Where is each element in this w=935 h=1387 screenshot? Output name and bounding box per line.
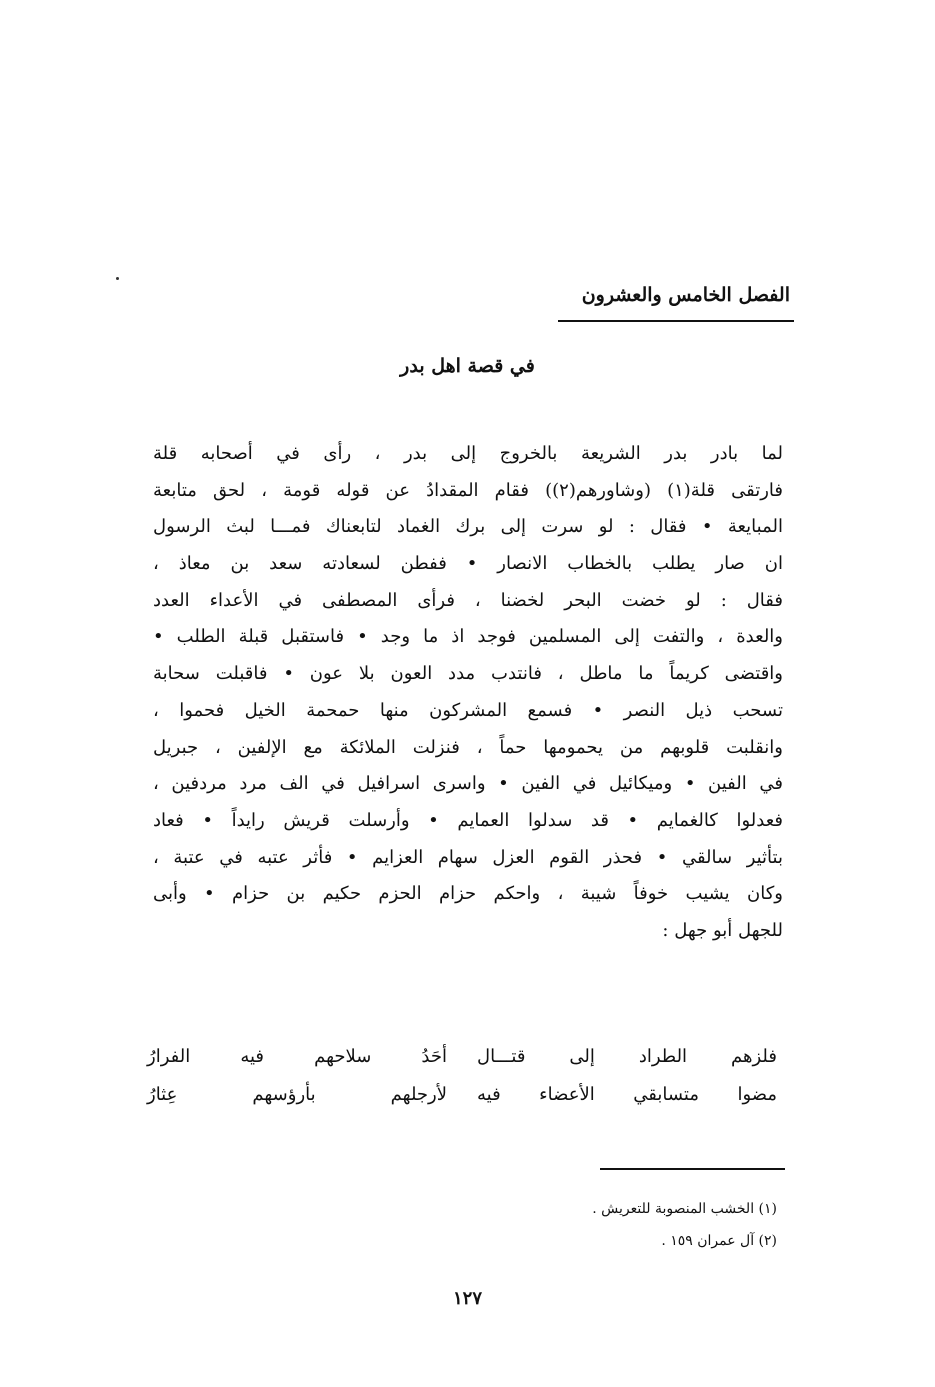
body-line: في الفين • وميكائيل في الفين • واسرى اسرافيل في الف مرد مردفين ، — [153, 773, 783, 795]
scan-speck — [116, 277, 119, 280]
body-line: واقتضى كريماً ما ماطل ، فانتدب مدد العون بلا عون • فاقبلت سحابة — [153, 663, 783, 685]
poem-verse — [147, 1076, 777, 1114]
body-line: وانقلبت قلوبهم من يحمومها حماً ، فنزلت الملائكة مع الإلفين ، جبريل — [153, 736, 783, 758]
verse-second-hemistich: لأرجلهم بأرؤسهم عِثارُ — [147, 1084, 447, 1105]
poem-verses — [147, 1038, 777, 1114]
section-title: في قصة اهل بدر — [400, 355, 535, 377]
poem-verse — [147, 1038, 777, 1076]
body-line: بتأثير سالقي • فحذر القوم العزل سهام العزايم • فأثر عتبه في عتبة ، — [153, 846, 783, 868]
body-line: وكان يشيب خوفاً شيبة ، واحكم حزام الحزم حكيم بن حزام • وأبى — [153, 883, 783, 905]
body-line: والعدة ، والتفت إلى المسلمين فوجد اذ ما وجد • فاستقبل قبلة الطلب • — [153, 626, 783, 648]
footnote-separator — [600, 1168, 785, 1170]
body-text — [153, 436, 783, 950]
verse-second-hemistich: أحَدُ سلاحهم فيه الفرارُ — [147, 1046, 447, 1067]
chapter-title: الفصل الخامس والعشرون — [581, 284, 790, 306]
body-line: ان صار يطلب بالخطاب الانصار • ففطن لسعادته سعد بن معاذ ، — [153, 553, 783, 575]
footnote: (٢) آل عمران ١٥٩ . — [661, 1233, 777, 1249]
body-line: فقال : لو خضت البحر لخضنا ، فرأى المصطفى في الأعداء العدد — [153, 589, 783, 611]
body-line: فعدلوا كالغمايم • قد سدلوا العمايم • وأرسلت قريش رايداً • فعاد — [153, 809, 783, 831]
chapter-title-underline — [558, 320, 794, 322]
footnotes — [377, 1193, 777, 1257]
body-line: تسحب ذيل النصر • فسمع المشركون منها حمحمة الخيل فحموا ، — [153, 699, 783, 721]
body-line: لما بادر بدر الشريعة بالخروج إلى بدر ، رأى في أصحابه قلة — [153, 443, 783, 464]
body-line: المبايعة • فقال : لو سرت إلى برك الغماد لتابعناك فمـــا لبث الرسول — [153, 516, 783, 538]
footnote: (١) الخشب المنصوبة للتعريش . — [592, 1201, 777, 1217]
body-line: للجهل أبو جهل : — [662, 919, 783, 941]
page-number: ١٢٧ — [452, 1288, 482, 1309]
verse-first-hemistich: مضوا متسابقي الأعضاء فيه — [477, 1084, 777, 1105]
body-line: فارتقى قلة(١) (وشاورهم(٢)) فقام المقدادُ عن قوله قومة ، لحق متابعة — [153, 479, 783, 501]
verse-first-hemistich: فلزهم الطراد إلى قتـــال — [477, 1046, 777, 1067]
